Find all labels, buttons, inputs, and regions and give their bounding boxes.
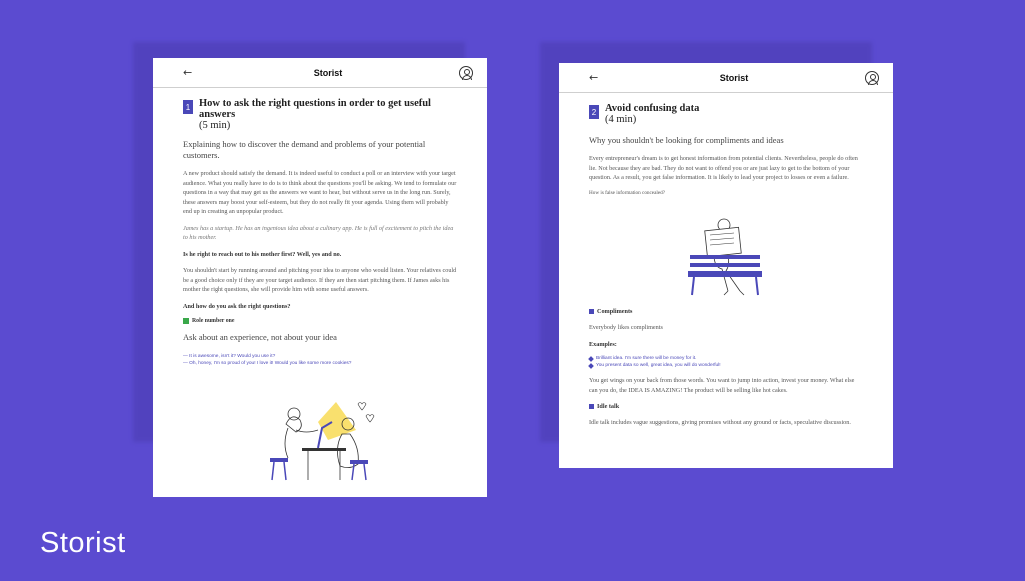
idletalk-label: Idle talk xyxy=(597,403,620,410)
left-screen xyxy=(153,58,487,497)
app-title: Storist xyxy=(719,72,749,83)
example-item: Brilliant idea. I'm sure there will be money for it. xyxy=(589,355,863,362)
right-screen xyxy=(559,63,893,468)
dialog-line: — Oh, honey, I'm so proud of you! I love it! Would you like some more cookies? xyxy=(183,361,352,366)
conversation-illustration xyxy=(266,394,376,486)
role-label-row xyxy=(183,318,457,324)
top-bar xyxy=(559,63,893,93)
user-profile-icon[interactable] xyxy=(459,66,473,80)
compliments-text: Everybody likes compliments xyxy=(589,324,663,331)
lesson-duration: (4 min) xyxy=(605,114,637,125)
section-marker-icon xyxy=(589,309,594,314)
back-arrow-icon[interactable]: ← xyxy=(589,71,599,84)
examples-label: Examples: xyxy=(589,340,617,348)
question-one: Is he right to reach out to his mother first? Well, yes and no. xyxy=(183,250,342,258)
back-arrow-icon[interactable]: ← xyxy=(183,66,193,79)
idletalk-label-row xyxy=(589,403,863,410)
after-examples-text: You get wings on your back from those words. You want to jump into action, invest your money. What else can you do, the IDEA IS AMAZING! The product will be selling like hot cakes. xyxy=(589,377,855,394)
lesson-subtitle: Explaining how to discover the demand and problems of your potential customers. xyxy=(183,139,426,160)
story-quote: James has a startup. He has an ingenious idea about a culinary app. He is full of excitement to pitch the idea to his mother. xyxy=(183,224,454,241)
idletalk-text: Idle talk includes vague suggestions, giving promises without any ground or facts, speculative discussion. xyxy=(589,419,851,426)
intro-paragraph: A new product should satisfy the demand. It is indeed useful to conduct a poll or an interview with your target audience. What you really have to do is to think about the questions you'll be asking. We tend to formulate our questions in a way that may get us the answers we want to hear, but without serve us in the long run. Surely, these answers may boost your self-esteem, but they do not really fit your agenda. Using them will probably end up in creating an unpopular product. xyxy=(183,170,457,215)
lesson-subtitle: Why you shouldn't be looking for compliments and ideas xyxy=(589,135,784,145)
dialog-line: — It is awesome, isn't it? Would you use it? xyxy=(183,354,276,359)
answer-one: You shouldn't start by running around and pitching your idea to anyone who would listen. Your relatives could be a good choice only if they are your target audience. If they are then start pitching them. If James asks his mother the right questions, she will provide him with some useful answers. xyxy=(183,267,457,293)
role-label: Role number one xyxy=(192,318,235,324)
illustration-caption: How is false information concealed? xyxy=(589,189,666,196)
brand-logo: Storist xyxy=(40,527,126,559)
question-two: And how do you ask the right questions? xyxy=(183,302,291,310)
lesson-title: Avoid confusing data xyxy=(605,103,700,114)
section-marker-icon xyxy=(589,404,594,409)
user-profile-icon[interactable] xyxy=(865,71,879,85)
checkbox-checked-icon xyxy=(183,318,189,324)
ask-heading: Ask about an experience, not about your idea xyxy=(183,332,337,342)
examples-list xyxy=(589,355,863,369)
lesson-duration: (5 min) xyxy=(199,120,231,131)
dialog-block xyxy=(183,353,457,367)
lesson-title: How to ask the right questions in order to get useful answers xyxy=(199,98,431,120)
compliments-label-row xyxy=(589,308,863,315)
lesson-number-badge: 2 xyxy=(589,105,599,119)
lesson-heading xyxy=(589,103,863,125)
top-bar xyxy=(153,58,487,88)
diamond-bullet-icon xyxy=(588,363,594,369)
compliments-label: Compliments xyxy=(597,308,633,315)
intro-paragraph: Every entrepreneur's dream is to get honest information from potential clients. Nevertheless, people do often lie. Not because they are bad. They do not want to offend you or are just lazy to get to the bottom of your question. As a result, you get false information. It is likely to lead your project to losses or even a failure. xyxy=(589,155,858,181)
lesson-number-badge: 1 xyxy=(183,100,193,114)
newspaper-bench-illustration xyxy=(684,215,768,307)
example-item: You present data so well, great idea, you will do wonderful! xyxy=(589,362,863,369)
app-title: Storist xyxy=(313,67,343,78)
diamond-bullet-icon xyxy=(588,356,594,362)
lesson-heading xyxy=(183,98,457,131)
